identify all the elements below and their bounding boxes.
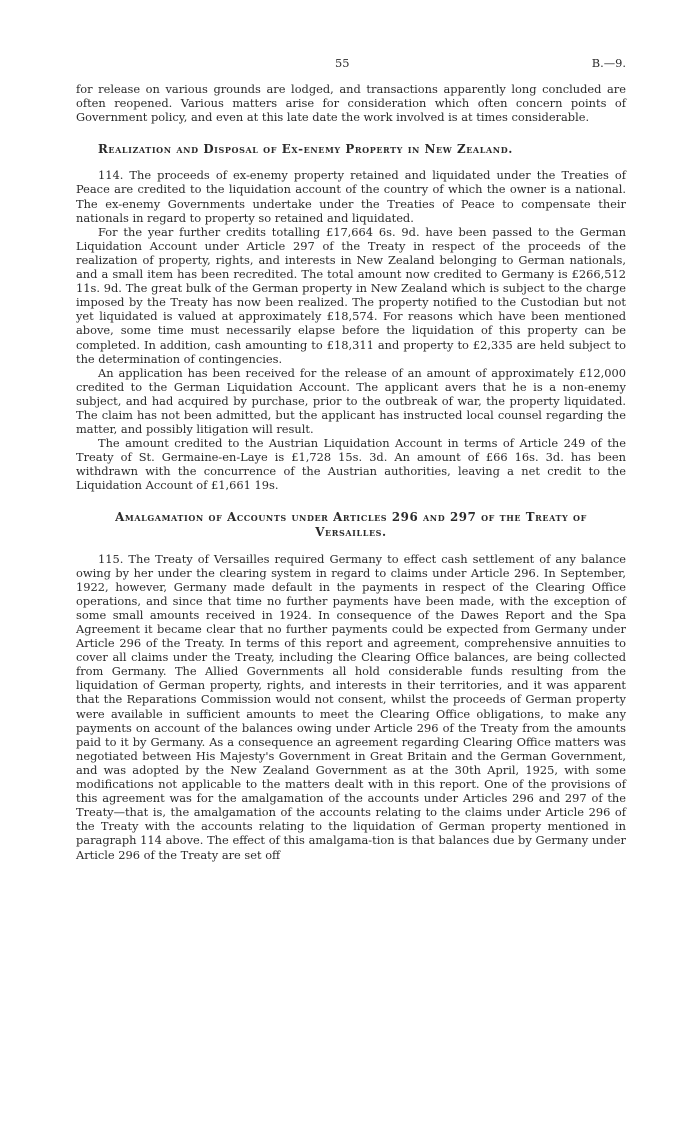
paragraph-application: An application has been received for the release of an amount of approximately £12,000 credited to the German Liquidation Account. The applicant avers that he is a non-enemy subject, and had acquired by purchase, prior to the outbreak of war, the property liquidated. The claim has not been admitted, but the applicant has instructed local counsel regarding the matter, and possibly litigation will result. — [76, 365, 626, 437]
intro-paragraph: for release on various grounds are lodged, and transactions apparently long concluded are often reopened. Various matters arise for consideration which often concern points of Government policy, and even at this late date the work involved is at times considerable. — [76, 82, 626, 125]
paragraph-austrian-account: The amount credited to the Austrian Liquidation Account in terms of Article 249 of the Treaty of St. Germaine-en-Laye is £1,728 15s. 3d. An amount of £66 16s. 3d. has been withdrawn with the concurrence of the Austrian authorities, leaving a net credit to the Liquidation Account of £1,661 19s. — [76, 436, 626, 493]
paragraph-114: 114. The proceeds of ex-enemy property retained and liquidated under the Treaties of Peace are credited to the liquidation account of the country of which the owner is a national. The ex-enemy Governments undertake under the Treaties of Peace to compensate their nationals in regard to property so retained and liquidated. — [76, 168, 626, 225]
paragraph-115: 115. The Treaty of Versailles required Germany to effect cash settlement of any balance owing by her under the clearing system in regard to claims under Article 296. In September, 1922, however, Germany made default in the payments in respect of the Clearing Office operations, and since that time no further payments have been made, with the exception of some small amounts received in 1924. In consequence of the Dawes Report and the Spa Agreement it became clear that no further payments could be expected from Germany under Article 296 of the Treaty. In terms of this report and agreement, comprehensive annuities to cover all claims under the Treaty, including the Clearing Office balances, are being collected from Germany. The Allied Governments all hold considerable funds resulting from the liquidation of German property, rights, and interests in their territories, and it was apparent that the Reparations Commission would not consent, whilst the proceeds of German property were available in sufficient amounts to meet the Clearing Office obligations, to make any payments on account of the balances owing under Article 296 of the Treaty from the amounts paid to it by Germany. As a consequence an agreement regarding Clearing Office matters was negotiated between His Majesty's Government in Great Britain and the German Government, and was adopted by the New Zealand Government as at the 30th April, 1925, with some modifications not applicable to the matters dealt with in this report. One of the provisions of this agreement was for the amalgamation of the accounts under Articles 296 and 297 of the Treaty—that is, the amalgamation of the accounts relating to the claims under Article 296 of the Treaty with the accounts relating to the liquidation of German property mentioned in paragraph 114 above. The effect of this amalgama-tion is that balances due by Germany under Article 296 of the Treaty are set off — [76, 551, 626, 862]
document-reference: B.—9. — [591, 56, 626, 70]
section-heading-amalgamation — [76, 510, 626, 540]
paragraph-german-credits: For the year further credits totalling £17,664 6s. 9d. have been passed to the German Liquidation Account under Article 297 of the Treaty in respect of the proceeds of the realization of property, rights, and interests in New Zealand belonging to German nationals, and a small item has been recredited. The total amount now credited to Germany is £266,512 11s. 9d. The great bulk of the German property in New Zealand which is subject to the charge imposed by the Treaty has now been realized. The property notified to the Custodian but not yet liquidated is valued at approximately £18,574. For reasons which have been mentioned above, some time must necessarily elapse before the liquidation of this property can be completed. In addition, cash amounting to £18,311 and property to £2,335 are held subject to the determination of contingencies. — [76, 224, 626, 366]
heading-line-1: Amalgamation of Accounts under Articles 296 and 297 of the Treaty of — [115, 509, 587, 524]
heading-line-2: Versailles. — [315, 524, 387, 539]
page-body — [76, 82, 626, 862]
section-heading-realization: Realization and Disposal of Ex-enemy Property in New Zealand. — [98, 142, 513, 157]
page-number: 55 — [335, 56, 350, 70]
